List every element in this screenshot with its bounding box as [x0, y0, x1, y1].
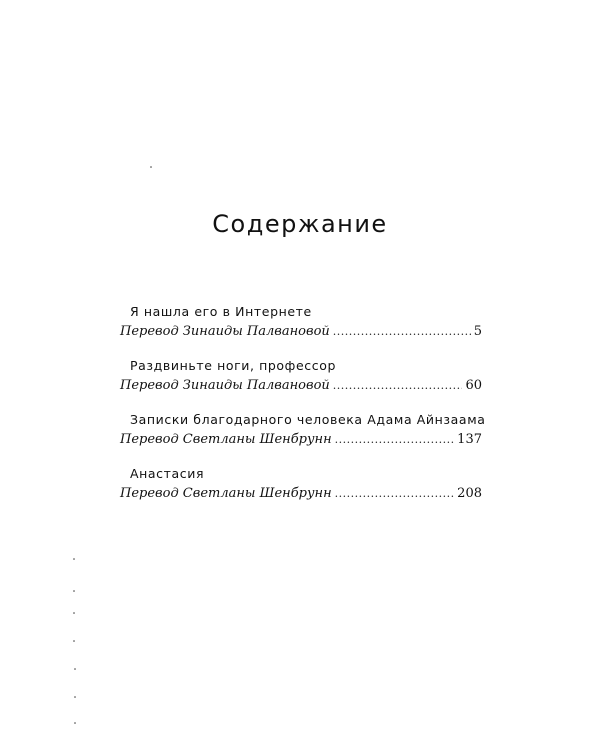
toc-entry-page: 137 — [457, 432, 482, 447]
scan-speck — [73, 590, 75, 592]
toc-entry-line — [120, 484, 482, 503]
toc-entry-line — [120, 430, 482, 449]
toc-entry-translator: Перевод Светланы Шенбрунн — [120, 486, 332, 501]
table-of-contents — [120, 303, 486, 519]
scan-speck — [73, 612, 75, 614]
scan-speck — [73, 640, 75, 642]
toc-entry-title: Я нашла его в Интернете — [130, 304, 312, 319]
toc-entry-translator: Перевод Светланы Шенбрунн — [120, 432, 332, 447]
toc-entry-page: 60 — [465, 378, 482, 393]
toc-entry-line — [120, 322, 482, 341]
toc-entry-page: 208 — [457, 486, 482, 501]
scan-speck — [74, 696, 76, 698]
scan-speck — [74, 722, 76, 724]
toc-entry-title: Раздвиньте ноги, профессор — [130, 358, 336, 373]
scan-speck — [74, 668, 76, 670]
toc-entry-line — [120, 376, 482, 395]
page-title: Содержание — [212, 210, 388, 238]
toc-entry-translator: Перевод Зинаиды Палвановой — [120, 378, 330, 393]
toc-entry-title: Записки благодарного человека Адама Айнзаама — [130, 412, 486, 427]
dot-leader — [333, 322, 471, 341]
dot-leader — [335, 484, 455, 503]
toc-entry-translator: Перевод Зинаиды Палвановой — [120, 324, 330, 339]
dot-leader — [333, 376, 463, 395]
toc-entry[interactable] — [120, 465, 482, 503]
toc-entry[interactable] — [120, 303, 482, 341]
dot-leader — [335, 430, 455, 449]
toc-entry[interactable] — [120, 357, 482, 395]
toc-entry[interactable] — [120, 411, 486, 449]
scan-speck — [150, 166, 152, 168]
toc-entry-page: 5 — [473, 324, 482, 339]
scan-speck — [73, 558, 75, 560]
toc-entry-title: Анастасия — [130, 466, 205, 481]
